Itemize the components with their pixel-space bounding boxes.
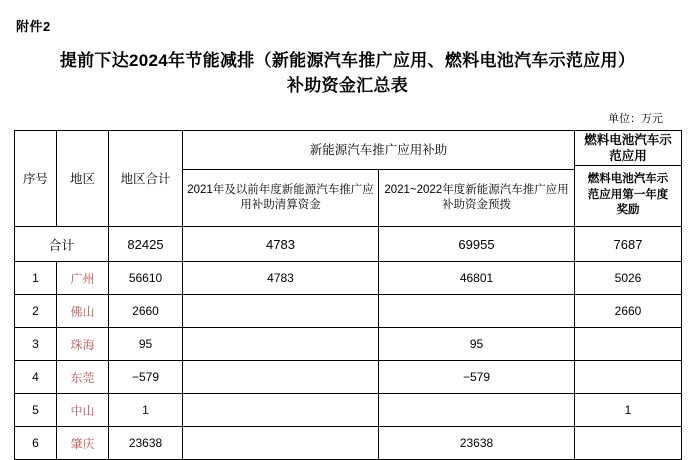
subsidy-summary-table	[14, 130, 682, 460]
table-row	[15, 361, 682, 394]
row-nev-advance: 95	[379, 328, 575, 361]
fuelcell-group-label: 燃料电池汽车示范应用	[575, 131, 681, 166]
row-region: 佛山	[57, 295, 109, 328]
column-group-header-nev: 新能源汽车推广应用补助	[183, 131, 575, 170]
total-row-nev-settlement: 4783	[183, 227, 379, 262]
row-fuelcell-award: 5026	[575, 262, 682, 295]
table-row	[15, 427, 682, 460]
column-header-region: 地区	[57, 131, 109, 227]
table-row	[15, 295, 682, 328]
total-row-label: 合计	[15, 227, 109, 262]
row-no: 4	[15, 361, 57, 394]
row-fuelcell-award: 1	[575, 394, 682, 427]
table-body	[15, 227, 682, 460]
row-region: 中山	[57, 394, 109, 427]
row-nev-settlement	[183, 295, 379, 328]
row-nev-advance	[379, 295, 575, 328]
table-row	[15, 328, 682, 361]
unit-note: 单位：万元	[608, 113, 663, 126]
row-region-total: −579	[109, 361, 183, 394]
row-fuelcell-award	[575, 427, 682, 460]
row-nev-settlement	[183, 361, 379, 394]
table-row	[15, 394, 682, 427]
row-no: 2	[15, 295, 57, 328]
row-region-total: 23638	[109, 427, 183, 460]
row-nev-settlement	[183, 427, 379, 460]
row-fuelcell-award: 2660	[575, 295, 682, 328]
column-header-nev-settlement: 2021年及以前年度新能源汽车推广应用补助清算资金	[183, 170, 379, 227]
row-nev-advance	[379, 394, 575, 427]
row-nev-advance: −579	[379, 361, 575, 394]
row-nev-advance: 46801	[379, 262, 575, 295]
row-no: 6	[15, 427, 57, 460]
row-region-total: 1	[109, 394, 183, 427]
table-header	[15, 131, 682, 227]
total-row-region-total: 82425	[109, 227, 183, 262]
column-header-nev-advance: 2021~2022年度新能源汽车推广应用补助资金预拨	[379, 170, 575, 227]
table-row	[15, 262, 682, 295]
row-nev-settlement: 4783	[183, 262, 379, 295]
column-group-header-fuelcell	[575, 131, 682, 227]
table-row-total	[15, 227, 682, 262]
column-header-no: 序号	[15, 131, 57, 227]
total-row-fuelcell-award: 7687	[575, 227, 682, 262]
row-region-total: 56610	[109, 262, 183, 295]
row-region-total: 95	[109, 328, 183, 361]
total-row-nev-advance: 69955	[379, 227, 575, 262]
column-header-fuelcell-award: 燃料电池汽车示范应用第一年度奖励	[587, 173, 669, 217]
row-region-total: 2660	[109, 295, 183, 328]
row-fuelcell-award	[575, 328, 682, 361]
document-page	[0, 16, 695, 452]
row-nev-settlement	[183, 328, 379, 361]
row-region: 广州	[57, 262, 109, 295]
row-region: 肇庆	[57, 427, 109, 460]
row-no: 3	[15, 328, 57, 361]
attachment-label: 附件2	[16, 19, 51, 34]
row-no: 1	[15, 262, 57, 295]
row-fuelcell-award	[575, 361, 682, 394]
row-region: 珠海	[57, 328, 109, 361]
column-header-region-total: 地区合计	[109, 131, 183, 227]
row-no: 5	[15, 394, 57, 427]
row-nev-settlement	[183, 394, 379, 427]
row-nev-advance: 23638	[379, 427, 575, 460]
page-title: 提前下达2024年节能减排（新能源汽车推广应用、燃料电池汽车示范应用）补助资金汇总表	[59, 51, 636, 95]
row-region: 东莞	[57, 361, 109, 394]
